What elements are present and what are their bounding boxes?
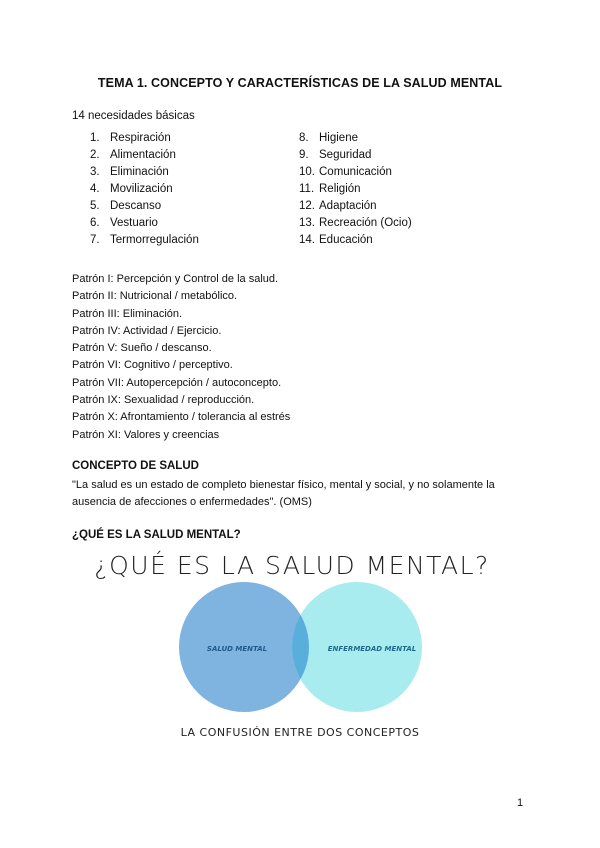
item-label: Movilización — [110, 183, 173, 195]
pattern-item: Patrón V: Sueño / descanso. — [72, 342, 212, 355]
que-heading: ¿QUÉ ES LA SALUD MENTAL? — [72, 529, 241, 541]
item-number: 13. — [299, 217, 315, 229]
list-item — [90, 181, 199, 198]
item-label: Comunicación — [319, 166, 392, 178]
pattern-item: Patrón III: Eliminación. — [72, 307, 183, 320]
item-label: Respiración — [110, 132, 171, 144]
list-item — [299, 198, 412, 215]
item-label: Educación — [319, 234, 373, 246]
item-label: Religión — [319, 183, 361, 195]
item-label: Adaptación — [319, 200, 377, 212]
list-item — [299, 164, 412, 181]
page-title: TEMA 1. CONCEPTO Y CARACTERÍSTICAS DE LA SALUD MENTAL — [97, 76, 503, 90]
item-number: 2. — [90, 149, 100, 161]
pattern-item: Patrón II: Nutricional / metabólico. — [72, 290, 238, 303]
item-number: 5. — [90, 200, 100, 212]
item-label: Higiene — [319, 132, 358, 144]
venn-diagram — [94, 546, 490, 746]
item-number: 1. — [90, 132, 100, 144]
patterns-list — [72, 271, 290, 444]
list-item — [90, 215, 199, 232]
item-number: 10. — [299, 166, 315, 178]
item-label: Seguridad — [319, 149, 372, 161]
list-item — [299, 147, 412, 164]
item-number: 6. — [90, 217, 100, 229]
list-item — [90, 198, 199, 215]
pattern-item: Patrón IV: Actividad / Ejercicio. — [72, 324, 222, 337]
venn-title: ¿QUÉ ES LA SALUD MENTAL? — [94, 551, 490, 580]
item-number: 9. — [299, 149, 309, 161]
item-number: 4. — [90, 183, 100, 195]
venn-right-label: ENFERMEDAD MENTAL — [327, 645, 417, 653]
list-item — [90, 232, 199, 249]
item-number: 3. — [90, 166, 100, 178]
venn-left-label: SALUD MENTAL — [206, 645, 268, 653]
item-number: 11. — [299, 183, 315, 195]
item-label: Descanso — [110, 200, 162, 212]
pattern-item: Patrón VI: Cognitivo / perceptivo. — [72, 359, 233, 372]
needs-list-left — [90, 130, 199, 249]
concept-quote: "La salud es un estado de completo bienestar físico, mental y social, y no solamente la ausencia de afecciones o enfermedades". (OMS) — [72, 479, 495, 508]
page-number: 1 — [517, 797, 524, 809]
pattern-item: Patrón X: Afrontamiento / tolerancia al estrés — [72, 411, 291, 424]
pattern-item: Patrón VII: Autopercepción / autoconcepto. — [72, 376, 282, 389]
item-number: 8. — [299, 132, 309, 144]
item-number: 12. — [299, 200, 315, 212]
item-label: Eliminación — [110, 166, 169, 178]
list-item — [299, 232, 412, 249]
list-item — [90, 147, 199, 164]
pattern-item: Patrón XI: Valores y creencias — [72, 428, 220, 441]
item-label: Recreación (Ocio) — [319, 217, 412, 229]
pattern-item: Patrón IX: Sexualidad / reproducción. — [72, 394, 255, 407]
list-item — [299, 181, 412, 198]
item-number: 14. — [299, 234, 315, 246]
list-item — [299, 215, 412, 232]
item-label: Vestuario — [110, 217, 158, 229]
item-label: Alimentación — [110, 149, 176, 161]
needs-list-right — [299, 130, 412, 249]
list-item — [90, 164, 199, 181]
concept-heading: CONCEPTO DE SALUD — [72, 460, 199, 472]
list-item — [299, 130, 412, 147]
item-label: Termorregulación — [110, 234, 199, 246]
list-item — [90, 130, 199, 147]
venn-caption: LA CONFUSIÓN ENTRE DOS CONCEPTOS — [180, 726, 420, 739]
pattern-item: Patrón I: Percepción y Control de la salud. — [72, 273, 279, 285]
needs-heading: 14 necesidades básicas — [72, 110, 195, 122]
item-number: 7. — [90, 234, 100, 246]
